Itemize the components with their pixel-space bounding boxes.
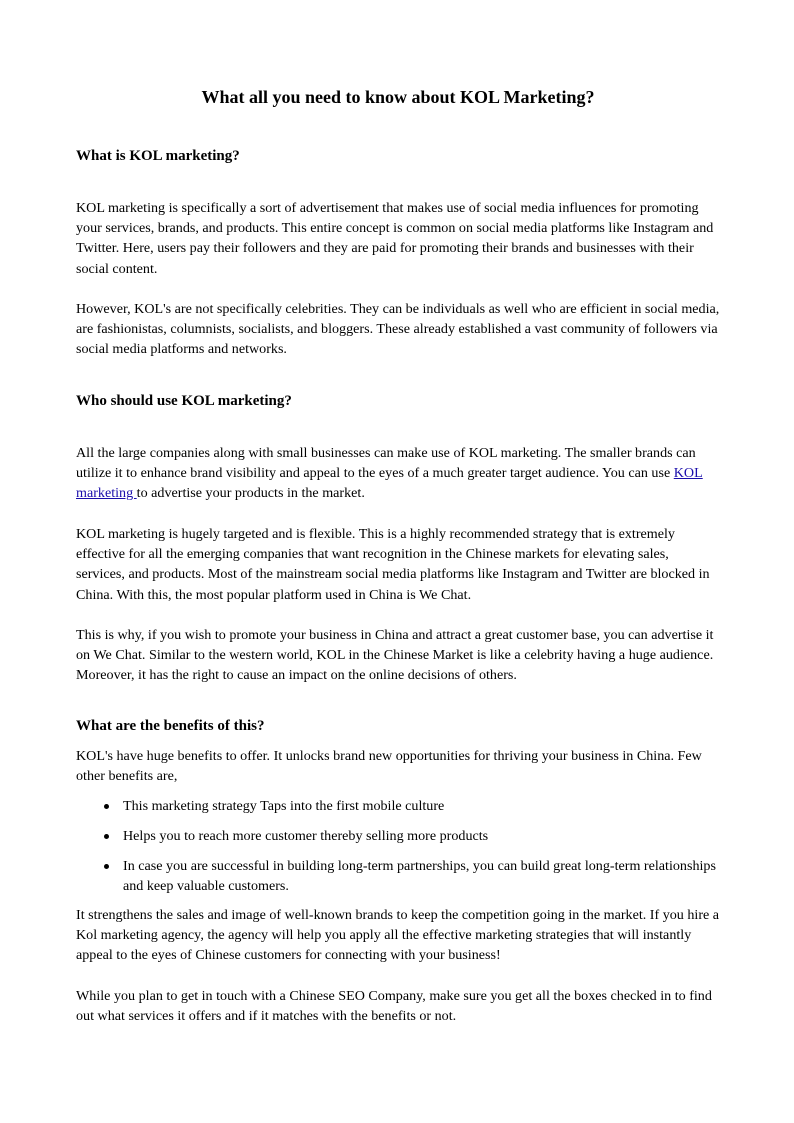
paragraph-benefits-intro: KOL's have huge benefits to offer. It unlocks brand new opportunities for thriving your business in China. Few other benefits are,: [76, 748, 702, 785]
paragraph-benefits-1: It strengthens the sales and image of well-known brands to keep the competition going in the market. If you hire a Kol marketing agency, the agency will help you apply all the effective marketing strategies that will instantly appeal to the eyes of Chinese customers for connecting with your business!: [76, 907, 720, 964]
list-item-text: In case you are successful in building long-term partnerships, you can build great long-term relationships and keep valuable customers.: [123, 857, 716, 894]
paragraph-who-should-3: This is why, if you wish to promote your business in China and attract a great customer base, you can advertise it on We Chat. Similar to the western world, KOL in the Chinese Market is like a celebrity having a huge audience. Moreover, it has the right to cause an impact on the online decisions of others.: [76, 627, 714, 684]
paragraph-benefits-2: While you plan to get in touch with a Chinese SEO Company, make sure you get all the boxes checked in to find out what services it offers and if it matches with the benefits or not.: [76, 988, 712, 1025]
list-item: [76, 796, 720, 816]
bullet-icon: [104, 804, 109, 809]
list-item-text: Helps you to reach more customer thereby selling more products: [123, 827, 489, 844]
list-item-text: This marketing strategy Taps into the first mobile culture: [123, 798, 445, 814]
paragraph-text-before-link: All the large companies along with small businesses can make use of KOL marketing. The smaller brands can utilize it to enhance brand visibility and appeal to the eyes of a much greater target audience. You can use: [76, 445, 696, 482]
kol-marketing-link[interactable]: KOL marketing: [76, 465, 703, 502]
paragraph-what-is-2: However, KOL's are not specifically celebrities. They can be individuals as well who are efficient in social media, are fashionistas, columnists, socialists, and bloggers. These already established a vast community of followers via social media platforms and networks.: [76, 301, 720, 358]
bullet-icon: [104, 864, 109, 869]
paragraph-what-is-1: KOL marketing is specifically a sort of advertisement that makes use of social media influences for promoting your services, brands, and products. This entire concept is common on social media platforms like Instagram and Twitter. Here, users pay their followers and they are paid for promoting their brands and businesses with their social content.: [76, 200, 714, 277]
paragraph-text-after-link: to advertise your products in the market.: [136, 485, 365, 502]
benefits-list: [76, 796, 720, 906]
paragraph-who-should-2: KOL marketing is hugely targeted and is flexible. This is a highly recommended strategy that is extremely effective for all the emerging companies that want recognition in the Chinese markets for elevating sales, services, and products. Most of the mainstream social media platforms like Instagram and Twitter are blocked in China. With this, the most popular platform used in China is We Chat.: [76, 526, 710, 603]
bullet-icon: [104, 834, 109, 839]
section-heading-what-is: What is KOL marketing?: [76, 148, 240, 164]
list-item: [76, 856, 720, 896]
page-title: What all you need to know about KOL Marketing?: [201, 87, 595, 107]
section-heading-who-should: Who should use KOL marketing?: [76, 393, 292, 409]
list-item: [76, 826, 720, 846]
paragraph-who-should-1: [76, 443, 720, 504]
section-heading-benefits: What are the benefits of this?: [76, 718, 265, 734]
